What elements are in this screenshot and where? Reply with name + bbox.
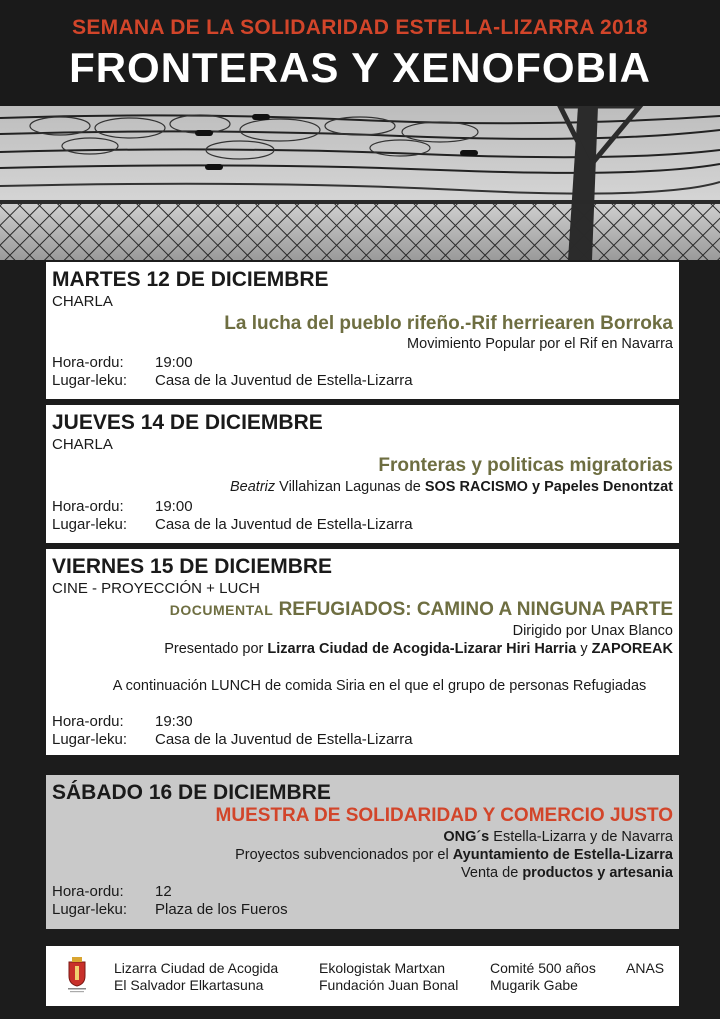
event-type: CHARLA	[52, 436, 113, 453]
event-director: Dirigido por Unax Blanco	[512, 623, 673, 639]
hora-value: 12	[155, 883, 172, 900]
event-lugar	[52, 516, 673, 533]
sponsors-footer	[46, 946, 679, 1006]
event-day: MARTES 12 DE DICIEMBRE	[52, 268, 329, 291]
hora-label: Hora-ordu:	[52, 498, 124, 515]
lugar-value: Casa de la Juventud de Estella-Lizarra	[155, 372, 413, 389]
sponsor-comite: Comité 500 años	[490, 960, 596, 976]
sale-items: productos y artesania	[522, 865, 673, 881]
event-title: La lucha del pueblo rifeño.-Rif herriearen Borroka	[224, 313, 673, 334]
hora-label: Hora-ordu:	[52, 713, 124, 730]
hora-value: 19:30	[155, 713, 193, 730]
barbed-wire-image	[0, 106, 720, 260]
event-card-viernes	[46, 549, 679, 755]
sponsor-mugarik: Mugarik Gabe	[490, 977, 578, 993]
event-day: VIERNES 15 DE DICIEMBRE	[52, 555, 333, 578]
hora-label: Hora-ordu:	[52, 883, 124, 900]
hora-value: 19:00	[155, 354, 193, 371]
event-sale	[52, 865, 673, 881]
event-presenter: Movimiento Popular por el Rif en Navarra	[407, 336, 673, 352]
ayuntamiento: Ayuntamiento de Estella-Lizarra	[452, 847, 673, 863]
event-hora	[52, 498, 673, 515]
speaker-rest: Villahizan Lagunas de	[275, 479, 425, 495]
event-note: A continuación LUNCH de comida Siria en el que el grupo de personas Refugiadas	[112, 678, 647, 694]
event-lugar	[52, 901, 673, 918]
conj: y	[527, 479, 545, 495]
sale-pre: Venta de	[461, 865, 523, 881]
org-zaporeak: ZAPOREAK	[591, 641, 673, 657]
event-title: Fronteras y politicas migratorias	[378, 455, 673, 476]
event-card-sabado	[46, 775, 679, 929]
sponsor-el-salvador: El Salvador Elkartasuna	[114, 977, 264, 993]
poster-supertitle: SEMANA DE LA SOLIDARIDAD ESTELLA-LIZARRA 2018	[72, 16, 648, 39]
sponsor-fundacion: Fundación Juan Bonal	[319, 977, 459, 993]
event-hora	[52, 354, 673, 371]
event-presented-by	[52, 641, 673, 657]
lugar-label: Lugar-leku:	[52, 901, 128, 918]
lugar-label: Lugar-leku:	[52, 731, 128, 748]
sponsor-lizarra: Lizarra Ciudad de Acogida	[114, 960, 279, 976]
poster-title: FRONTERAS Y XENOFOBIA	[69, 44, 651, 91]
event-lugar	[52, 731, 673, 748]
event-ongs	[52, 829, 673, 845]
org-sos-racismo: SOS RACISMO	[424, 479, 528, 495]
event-type: CINE - PROYECCIÓN + LUCH	[52, 580, 260, 597]
event-day: JUEVES 14 DE DICIEMBRE	[52, 411, 323, 434]
town-crest-logo	[66, 956, 88, 994]
sponsor-ekologistak: Ekologistak Martxan	[319, 960, 446, 976]
event-day: SÁBADO 16 DE DICIEMBRE	[52, 781, 331, 804]
ongs-label: ONG´s	[443, 829, 490, 845]
event-type: CHARLA	[52, 293, 113, 310]
documental-label: DOCUMENTAL	[169, 602, 274, 618]
presented-by-label: Presentado por	[164, 641, 268, 657]
barbed-wire-photo	[0, 106, 720, 260]
lugar-label: Lugar-leku:	[52, 516, 128, 533]
hora-label: Hora-ordu:	[52, 354, 124, 371]
hora-value: 19:00	[155, 498, 193, 515]
event-title: REFUGIADOS: CAMINO A NINGUNA PARTE	[278, 599, 673, 620]
event-title: MUESTRA DE SOLIDARIDAD Y COMERCIO JUSTO	[215, 805, 673, 826]
event-hora	[52, 713, 673, 730]
projects-pre: Proyectos subvencionados por el	[235, 847, 453, 863]
event-title-line	[52, 599, 673, 621]
event-projects	[52, 847, 673, 863]
event-lugar	[52, 372, 673, 389]
sponsor-anas: ANAS	[626, 960, 665, 976]
org-papeles: Papeles Denontzat	[544, 479, 673, 495]
lugar-value: Casa de la Juventud de Estella-Lizarra	[155, 516, 413, 533]
lugar-value: Plaza de los Fueros	[155, 901, 288, 918]
event-hora	[52, 883, 673, 900]
org-lizarra: Lizarra Ciudad de Acogida-Lizarar Hiri Harria	[267, 641, 577, 657]
speaker-first-name: Beatriz	[230, 479, 276, 495]
ongs-rest: Estella-Lizarra y de Navarra	[489, 829, 673, 845]
conj: y	[576, 641, 592, 657]
event-card-martes	[46, 262, 679, 399]
lugar-value: Casa de la Juventud de Estella-Lizarra	[155, 731, 413, 748]
poster-header	[0, 0, 720, 108]
event-card-jueves	[46, 405, 679, 543]
event-speaker	[52, 479, 673, 495]
lugar-label: Lugar-leku:	[52, 372, 128, 389]
